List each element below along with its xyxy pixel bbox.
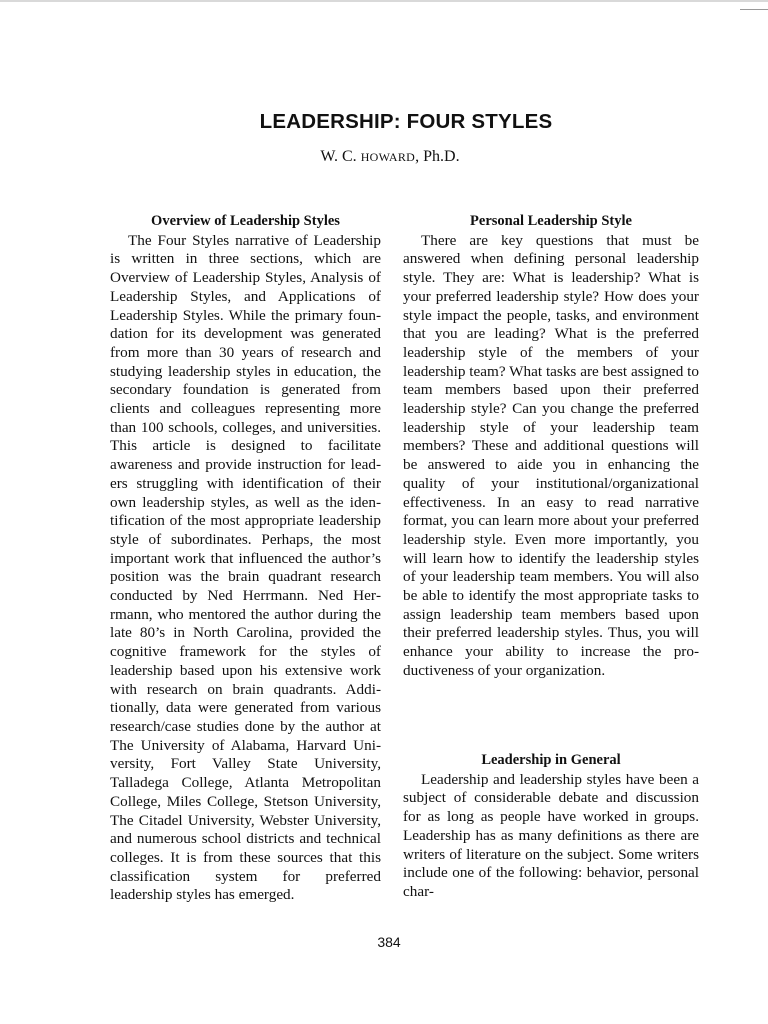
- page-number: 384: [377, 934, 401, 950]
- section-personal-style: [403, 212, 699, 681]
- section-body: There are key questions that must be answered when defining personal leadership style. They are: What is leadership? What is your preferred leadership style? How does your style impact the people, tasks, and environment that you are leading? What is the preferred leadership style of the members of your leadership team? What tasks are best assigned to team members based upon their preferred leadership style? Can you change the preferred leadership style of your leadership team members? These and additional questions will be answered to aide you in enhancing the quality of your institutional/organizational effectiveness. In an easy to read narrative format, you can learn more about your preferred leadership style. Even more importantly, you will learn how to identify the leadership styles of your leadership team members. You will also be able to identify the most appropriate tasks to assign leadership team members based upon their preferred leadership styles. Thus, you will enhance your ability to increase the productiveness of your organization.: [403, 231, 699, 679]
- section-body: The Four Styles narrative of Leadership is written in three sections, which are Overview of Leadership Styles, Analysis of Leadership Styles, and Applications of Leadership Styles. While the primary foundation for its development was generated from more than 30 years of research and studying leadership styles in education, the secondary foundation is generated from clients and colleagues representing more than 100 schools, colleges, and universities. This article is designed to facilitate awareness and provide instruction for leaders struggling with identification of their own leadership styles, as well as the identification of the most appropriate leadership style of subordinates. Perhaps, the most important work that influenced the author’s position was the brain quadrant research conducted by Ned Herrmann. Ned Herrmann, who mentored the author during the late 80’s in North Carolina, provided the cognitive framework for the styles of leadership based upon his extensive work with research on brain quadrants. Additionally, data were generated from various research/case studies done by the author at The University of Alabama, Harvard University, Fort Valley State University, Talladega College, Atlanta Metropolitan College, Miles College, Stetson University, The Citadel University, Webster University, and numerous school districts and technical colleges. It is from these sources that this classification system for preferred leadership styles has emerged.: [110, 231, 381, 904]
- section-overview: [110, 212, 381, 905]
- section-heading: Overview of Leadership Styles: [151, 213, 340, 229]
- section-leadership-general: [403, 751, 699, 902]
- section-heading: Leadership in General: [481, 752, 621, 768]
- author-surname: HOWARD: [360, 150, 416, 164]
- author-line: [0, 148, 768, 166]
- article-title: LEADERSHIP: FOUR STYLES: [259, 110, 553, 133]
- section-body: Leadership and leadership styles have been a subject of considerable debate and discussion for as long as people have worked in groups. Leadership has as many definitions as there are writers of literature on the subject. Some writers include one of the following: behavior, personal char-: [403, 770, 699, 900]
- section-heading: Personal Leadership Style: [470, 213, 632, 229]
- page-top-edge: [0, 0, 768, 2]
- page-corner-edge: [740, 0, 768, 10]
- author-initials: W. C.: [320, 148, 361, 165]
- author-suffix: , Ph.D.: [415, 148, 460, 165]
